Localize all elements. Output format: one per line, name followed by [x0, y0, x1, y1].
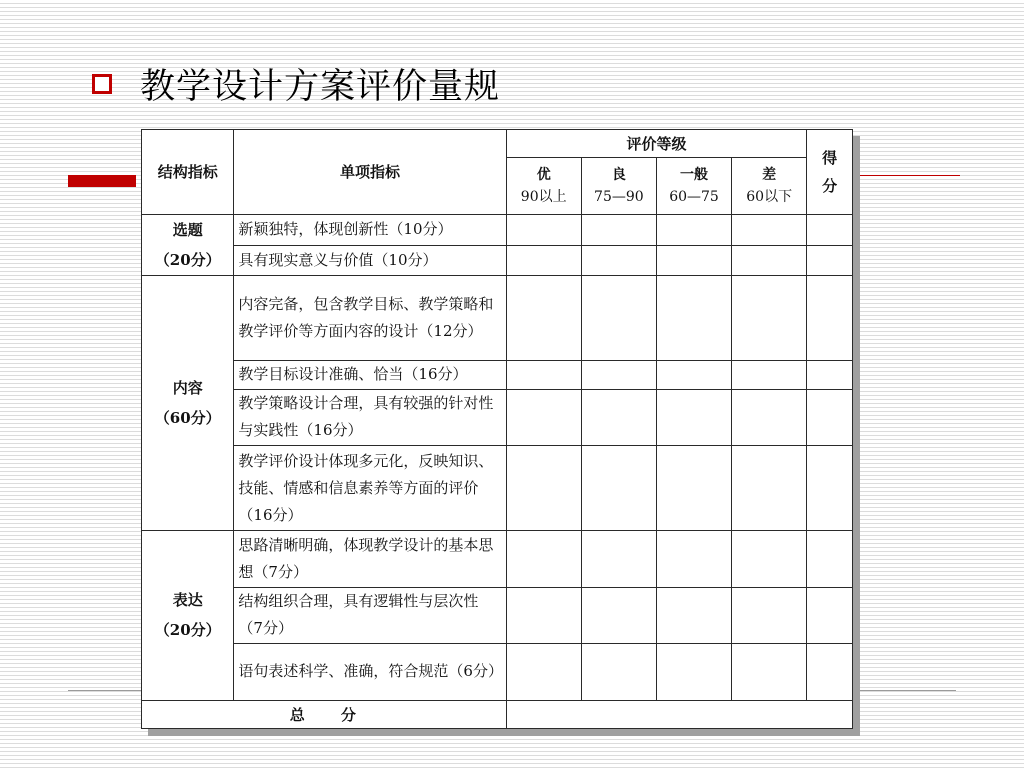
total-label: [142, 700, 507, 728]
score-cell[interactable]: [807, 446, 853, 531]
rubric-table-container: [141, 129, 853, 729]
category-cell-expression: [142, 530, 234, 700]
category-points: （20分）: [154, 621, 221, 640]
total-char2: 分: [340, 705, 358, 724]
rating-cell[interactable]: [656, 276, 731, 361]
rating-cell[interactable]: [732, 214, 807, 245]
total-value-cell[interactable]: [506, 700, 852, 728]
item-cell: 内容完备，包含教学目标、教学策略和教学评价等方面内容的设计（12分）: [234, 276, 506, 361]
score-header-char1: 得: [822, 148, 838, 167]
rating-cell[interactable]: [506, 530, 581, 587]
rating-cell[interactable]: [656, 530, 731, 587]
grade-name: 一般: [680, 167, 709, 184]
grade-name: 优: [536, 167, 551, 184]
rating-cell[interactable]: [506, 644, 581, 701]
rating-cell[interactable]: [506, 276, 581, 361]
grade-range: 60以下: [746, 189, 793, 206]
score-cell[interactable]: [807, 389, 853, 446]
score-cell[interactable]: [807, 587, 853, 644]
category-cell-topic: [142, 214, 234, 276]
rating-cell[interactable]: [506, 587, 581, 644]
total-char1: 总: [289, 705, 307, 724]
table-row: [142, 214, 853, 245]
rating-cell[interactable]: [732, 644, 807, 701]
rating-cell[interactable]: [732, 245, 807, 276]
rating-cell[interactable]: [581, 644, 656, 701]
grade-range: 90以上: [520, 189, 567, 206]
rating-cell[interactable]: [581, 214, 656, 245]
table-row: [142, 530, 853, 587]
rating-cell[interactable]: [732, 587, 807, 644]
rating-cell[interactable]: [656, 214, 731, 245]
item-cell: 新颖独特，体现创新性（10分）: [234, 214, 506, 245]
table-row: [142, 276, 853, 361]
table-row: [142, 644, 853, 701]
score-header: [807, 130, 853, 215]
rating-cell[interactable]: [656, 587, 731, 644]
item-cell: 教学评价设计体现多元化，反映知识、技能、情感和信息素养等方面的评价（16分）: [234, 446, 506, 531]
rubric-table: [141, 129, 853, 729]
grade-header-poor: [732, 158, 807, 215]
rating-cell[interactable]: [581, 245, 656, 276]
grade-name: 差: [762, 167, 777, 184]
rating-cell[interactable]: [732, 276, 807, 361]
grade-range: 60—75: [669, 189, 719, 206]
category-name: 内容: [172, 379, 203, 398]
rating-cell[interactable]: [732, 446, 807, 531]
rating-cell[interactable]: [506, 446, 581, 531]
slide-title-row: [92, 58, 500, 110]
score-cell[interactable]: [807, 276, 853, 361]
rating-cell[interactable]: [656, 644, 731, 701]
rating-cell[interactable]: [732, 530, 807, 587]
rating-cell[interactable]: [506, 245, 581, 276]
category-points: （20分）: [154, 251, 221, 270]
item-cell: 结构组织合理，具有逻辑性与层次性（7分）: [234, 587, 506, 644]
score-cell[interactable]: [807, 530, 853, 587]
rating-cell[interactable]: [581, 446, 656, 531]
score-cell[interactable]: [807, 361, 853, 389]
score-cell[interactable]: [807, 644, 853, 701]
structure-header: 结构指标: [142, 130, 234, 215]
category-points: （60分）: [154, 409, 221, 428]
item-header: 单项指标: [234, 130, 506, 215]
category-name: 表达: [172, 591, 203, 610]
score-cell[interactable]: [807, 245, 853, 276]
item-cell: 语句表述科学、准确，符合规范（6分）: [234, 644, 506, 701]
item-cell: 具有现实意义与价值（10分）: [234, 245, 506, 276]
rating-cell[interactable]: [506, 389, 581, 446]
rating-cell[interactable]: [581, 587, 656, 644]
item-cell: 教学目标设计准确、恰当（16分）: [234, 361, 506, 389]
rating-cell[interactable]: [656, 446, 731, 531]
table-row: [142, 245, 853, 276]
rating-cell[interactable]: [581, 276, 656, 361]
item-cell: 教学策略设计合理，具有较强的针对性与实践性（16分）: [234, 389, 506, 446]
rating-cell[interactable]: [581, 530, 656, 587]
rating-cell[interactable]: [656, 361, 731, 389]
table-row: [142, 587, 853, 644]
square-bullet-icon: [92, 74, 112, 94]
rating-cell[interactable]: [732, 389, 807, 446]
rating-cell[interactable]: [506, 214, 581, 245]
grade-range: 75—90: [594, 189, 644, 206]
item-cell: 思路清晰明确，体现教学设计的基本思想（7分）: [234, 530, 506, 587]
grade-name: 良: [611, 167, 626, 184]
rating-cell[interactable]: [656, 245, 731, 276]
rating-header: 评价等级: [506, 130, 807, 158]
grade-header-average: [656, 158, 731, 215]
table-row: [142, 446, 853, 531]
category-cell-content: [142, 276, 234, 531]
decorative-red-line: [843, 175, 960, 176]
grade-header-good: [581, 158, 656, 215]
rating-cell[interactable]: [656, 389, 731, 446]
slide-title: 教学设计方案评价量规: [140, 67, 501, 107]
score-cell[interactable]: [807, 214, 853, 245]
category-name: 选题: [172, 221, 203, 240]
score-header-char2: 分: [822, 176, 838, 195]
rating-cell[interactable]: [581, 361, 656, 389]
rating-cell[interactable]: [732, 361, 807, 389]
total-row: [142, 700, 853, 728]
table-row: [142, 389, 853, 446]
header-row-1: [142, 130, 853, 158]
rating-cell[interactable]: [581, 389, 656, 446]
rating-cell[interactable]: [506, 361, 581, 389]
decorative-red-bar: [68, 175, 136, 187]
table-row: [142, 361, 853, 389]
grade-header-excellent: [506, 158, 581, 215]
